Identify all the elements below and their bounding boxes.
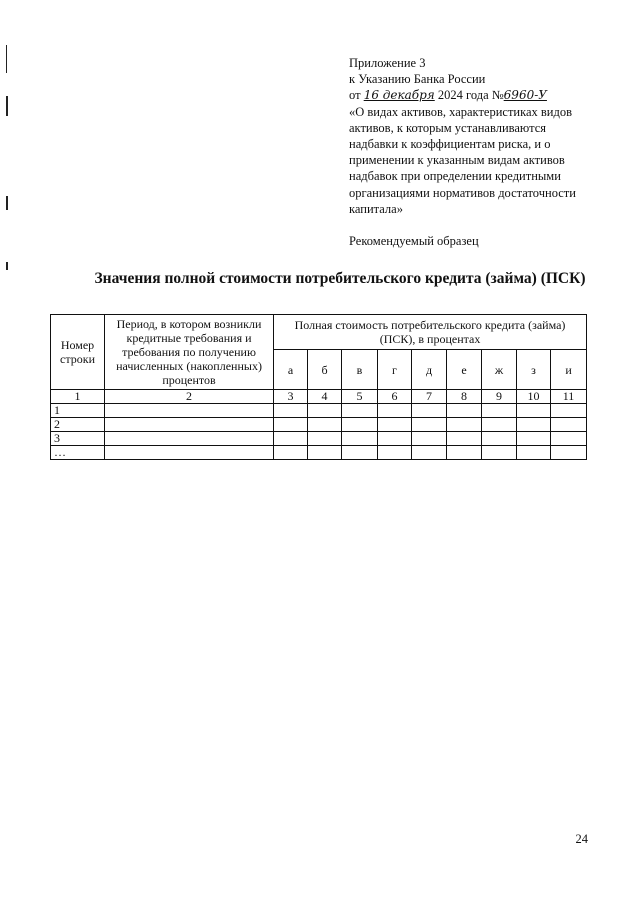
column-number: 4: [308, 390, 342, 404]
row-number: 3: [51, 432, 105, 446]
table-cell: [517, 446, 551, 460]
header-psk: Полная стоимость потребительского кредита (займа) (ПСК), в процентах: [274, 315, 587, 350]
table-cell: [378, 446, 412, 460]
table-cell: [517, 432, 551, 446]
table-row: [51, 432, 587, 446]
appendix-label: Приложение 3: [349, 56, 426, 70]
column-number: 1: [51, 390, 105, 404]
table-cell: [274, 432, 308, 446]
page-number: 24: [575, 832, 588, 846]
subheader-cell: з: [517, 350, 551, 390]
table-cell: [105, 418, 274, 432]
date-year: 2024 года №: [437, 88, 504, 103]
column-number: 6: [378, 390, 412, 404]
header-period: Период, в котором возникли кредитные требования и требования по получению начисленных (накопленных) процентов: [105, 315, 274, 390]
directive-title-line: надбавки к коэффициентам риска, и о: [349, 137, 551, 152]
table-header-row: [51, 315, 587, 350]
table-cell: [412, 418, 447, 432]
table-cell: [308, 418, 342, 432]
table-cell: [412, 432, 447, 446]
column-numbering-row: [51, 390, 587, 404]
table-cell: [447, 418, 482, 432]
document-title: Значения полной стоимости потребительского кредита (займа) (ПСК): [94, 270, 586, 287]
subheader-cell: ж: [482, 350, 517, 390]
table-cell: [551, 446, 587, 460]
handwritten-number: 6960-У: [503, 88, 547, 103]
directive-title-line: применении к указанным видам активов: [349, 153, 565, 168]
table-row: [51, 418, 587, 432]
table-cell: [447, 446, 482, 460]
column-number: 2: [105, 390, 274, 404]
table-cell: [308, 432, 342, 446]
column-number: 3: [274, 390, 308, 404]
directive-date-line: [349, 87, 609, 103]
table-cell: [378, 418, 412, 432]
table-cell: [342, 446, 378, 460]
table-cell: [105, 446, 274, 460]
header-row-number: Номер строки: [51, 315, 105, 390]
row-number: …: [51, 446, 105, 460]
table-cell: [517, 404, 551, 418]
subheader-cell: и: [551, 350, 587, 390]
column-number: 9: [482, 390, 517, 404]
directive-title-line: активов, к которым устанавливаются: [349, 120, 547, 135]
column-number: 7: [412, 390, 447, 404]
table-cell: [308, 404, 342, 418]
scan-mark: [6, 45, 7, 73]
subheader-cell: б: [308, 350, 342, 390]
table-cell: [447, 432, 482, 446]
psk-table: [50, 314, 587, 460]
table-cell: [105, 404, 274, 418]
scan-mark: [6, 96, 8, 116]
column-number: 11: [551, 390, 587, 404]
table-cell: [308, 446, 342, 460]
row-number: 1: [51, 404, 105, 418]
table-cell: [342, 404, 378, 418]
table-cell: [482, 404, 517, 418]
table-row: [51, 404, 587, 418]
scan-mark: [6, 262, 8, 270]
table-cell: [551, 432, 587, 446]
table-cell: [482, 446, 517, 460]
directive-title-line: капитала»: [349, 201, 403, 216]
directive-title-line: «О видах активов, характеристиках видов: [349, 104, 573, 119]
table-cell: [482, 418, 517, 432]
column-number: 10: [517, 390, 551, 404]
table-cell: [517, 418, 551, 432]
directive-title-line: организациями нормативов достаточности: [349, 185, 576, 200]
column-number: 5: [342, 390, 378, 404]
appendix-header: [349, 55, 609, 249]
table-cell: [551, 404, 587, 418]
directive-label: к Указанию Банка России: [349, 72, 486, 87]
subheader-cell: в: [342, 350, 378, 390]
table-cell: [378, 432, 412, 446]
table-cell: [342, 432, 378, 446]
sample-label: Рекомендуемый образец: [349, 234, 479, 249]
table-cell: [274, 418, 308, 432]
column-number: 8: [447, 390, 482, 404]
subheader-cell: д: [412, 350, 447, 390]
table-cell: [447, 404, 482, 418]
table-cell: [412, 446, 447, 460]
subheader-cell: а: [274, 350, 308, 390]
table-cell: [412, 404, 447, 418]
table-cell: [378, 404, 412, 418]
table-cell: [105, 432, 274, 446]
table-cell: [274, 404, 308, 418]
table-cell: [482, 432, 517, 446]
directive-title-line: надбавок при определении кредитными: [349, 169, 561, 184]
date-prefix: от: [349, 88, 361, 103]
table-cell: [342, 418, 378, 432]
row-number: 2: [51, 418, 105, 432]
table-cell: [551, 418, 587, 432]
subheader-cell: е: [447, 350, 482, 390]
table-cell: [274, 446, 308, 460]
scan-mark: [6, 196, 8, 210]
subheader-cell: г: [378, 350, 412, 390]
table-row: [51, 446, 587, 460]
handwritten-date: 16 декабря: [363, 88, 435, 103]
